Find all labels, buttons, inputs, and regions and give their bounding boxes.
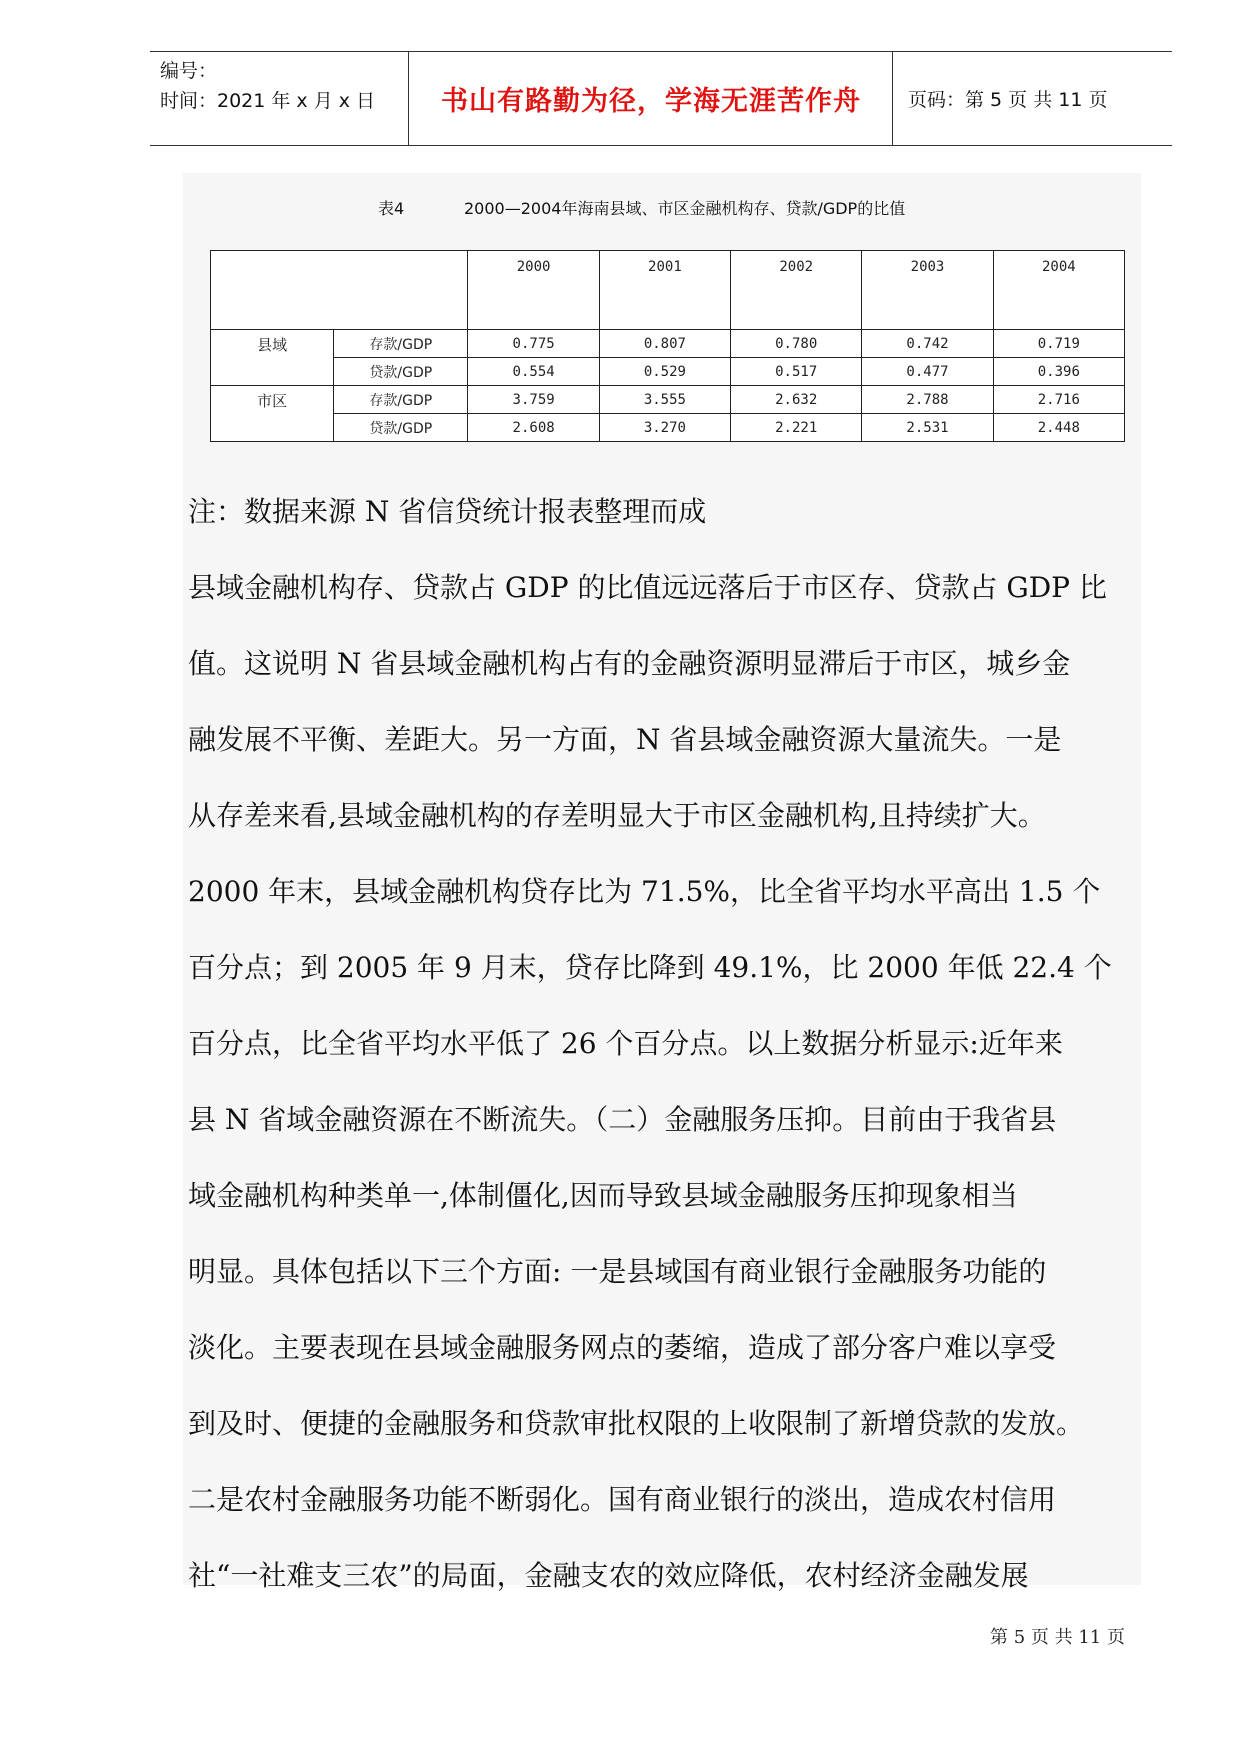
- body-line: 县 N 省域金融资源在不断流失。（二）金融服务压抑。目前由于我省县: [188, 1103, 1057, 1136]
- table-cell: 2.632: [731, 386, 862, 414]
- table-row: [211, 330, 1125, 358]
- year-header: 2002: [731, 251, 862, 330]
- table-caption: [378, 196, 905, 219]
- table-cell: 0.396: [993, 358, 1124, 386]
- table-row: [211, 358, 1125, 386]
- body-line: 融发展不平衡、差距大。另一方面，N 省县域金融资源大量流失。一是: [188, 723, 1062, 756]
- year-header: 2000: [468, 251, 599, 330]
- ratio-table: [210, 250, 1125, 442]
- table-cell: 2.221: [731, 414, 862, 442]
- body-line: 县域金融机构存、贷款占 GDP 的比值远远落后于市区存、贷款占 GDP 比: [188, 571, 1107, 604]
- document-time-label: 时间：2021 年 x 月 x 日: [160, 90, 376, 112]
- year-header: 2001: [599, 251, 730, 330]
- header-divider: [892, 52, 893, 145]
- metric-label: 贷款/GDP: [334, 358, 468, 386]
- body-line: 域金融机构种类单一,体制僵化,因而导致县域金融服务压抑现象相当: [188, 1179, 1018, 1212]
- table-cell: 0.554: [468, 358, 599, 386]
- body-line: 从存差来看,县域金融机构的存差明显大于市区金融机构,且持续扩大。: [188, 799, 1046, 832]
- table-cell: 0.517: [731, 358, 862, 386]
- region-label: 市区: [211, 386, 334, 442]
- table-number: 表4: [378, 199, 405, 218]
- header-page-indicator: 页码：第 5 页 共 11 页: [908, 89, 1108, 111]
- source-note: 注：数据来源 N 省信贷统计报表整理而成: [188, 495, 707, 528]
- table-cell: 3.555: [599, 386, 730, 414]
- body-line: 值。这说明 N 省县域金融机构占有的金融资源明显滞后于市区，城乡金: [188, 647, 1071, 680]
- region-label: 县域: [211, 330, 334, 386]
- table-cell: 0.742: [862, 330, 993, 358]
- table-cell: 3.270: [599, 414, 730, 442]
- body-line: 明显。具体包括以下三个方面: 一是县域国有商业银行金融服务功能的: [188, 1255, 1047, 1288]
- table-cell: 2.531: [862, 414, 993, 442]
- body-line: 到及时、便捷的金融服务和贷款审批权限的上收限制了新增贷款的发放。: [188, 1407, 1085, 1440]
- table-cell: 0.529: [599, 358, 730, 386]
- table-cell: 0.477: [862, 358, 993, 386]
- page-footer: 第 5 页 共 11 页: [990, 1627, 1125, 1648]
- metric-label: 存款/GDP: [334, 386, 468, 414]
- table-cell: 0.780: [731, 330, 862, 358]
- body-line: 二是农村金融服务功能不断弱化。国有商业银行的淡出，造成农村信用: [188, 1483, 1057, 1516]
- body-line: 百分点；到 2005 年 9 月末，贷存比降到 49.1%，比 2000 年低 22.4 个: [188, 951, 1112, 984]
- page-header: [150, 51, 1172, 146]
- table-row: [211, 386, 1125, 414]
- table-header-row: [211, 251, 1125, 330]
- year-header: 2004: [993, 251, 1124, 330]
- metric-label: 贷款/GDP: [334, 414, 468, 442]
- table-cell: 0.807: [599, 330, 730, 358]
- body-line: 百分点，比全省平均水平低了 26 个百分点。以上数据分析显示:近年来: [188, 1027, 1063, 1060]
- table-cell: 2.788: [862, 386, 993, 414]
- document-number-label: 编号：: [160, 60, 218, 82]
- year-header: 2003: [862, 251, 993, 330]
- table-cell: 0.775: [468, 330, 599, 358]
- body-line: 2000 年末，县域金融机构贷存比为 71.5%，比全省平均水平高出 1.5 个: [188, 875, 1101, 908]
- table-title: 2000—2004年海南县域、市区金融机构存、贷款/GDP的比值: [464, 199, 906, 218]
- table-cell: 0.719: [993, 330, 1124, 358]
- table-cell: 2.608: [468, 414, 599, 442]
- table-cell: 3.759: [468, 386, 599, 414]
- body-line: 淡化。主要表现在县域金融服务网点的萎缩，造成了部分客户难以享受: [188, 1331, 1057, 1364]
- metric-label: 存款/GDP: [334, 330, 468, 358]
- table-row: [211, 414, 1125, 442]
- table-cell: 2.716: [993, 386, 1124, 414]
- header-divider: [408, 52, 409, 145]
- body-line: 社“一社难支三农”的局面，金融支农的效应降低，农村经济金融发展: [188, 1559, 1029, 1592]
- table-corner-cell: [211, 251, 468, 330]
- header-motto: 书山有路勤为径，学海无涯苦作舟: [441, 86, 861, 117]
- table-cell: 2.448: [993, 414, 1124, 442]
